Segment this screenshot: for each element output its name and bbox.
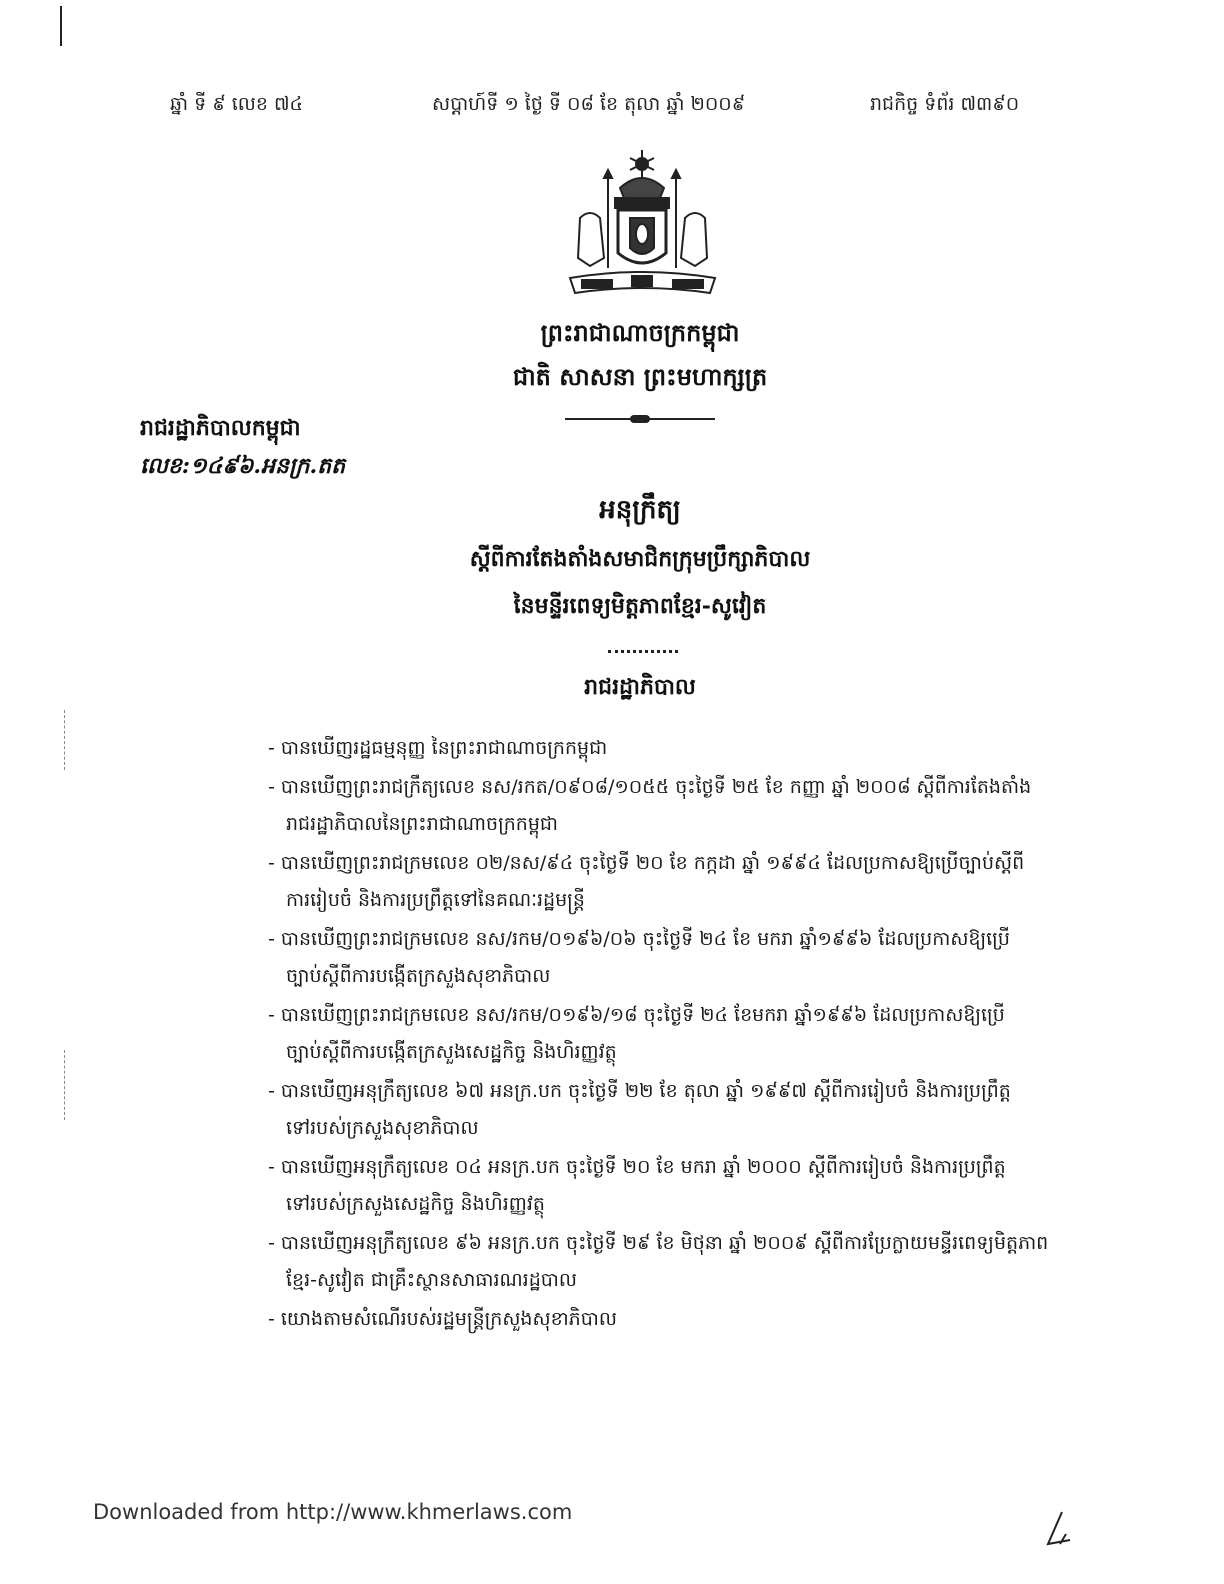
kingdom-name: ព្រះរាជាណាចក្រកម្ពុជា bbox=[540, 318, 740, 347]
gazette-header bbox=[170, 92, 1032, 118]
clause-line: - បានឃើញព្រះរាជក្រមលេខ ០២/នស/៩៤ ចុះថ្ងៃទី ២០ ខែ កក្កដា ឆ្នាំ ១៩៩៤ ដែលប្រកាសឱ្យប្រើច្បាប់ស្តីពី bbox=[268, 852, 1025, 874]
scan-margin-dashes bbox=[64, 1050, 65, 1120]
recital-clause bbox=[268, 921, 1068, 995]
clause-line: ទៅរបស់ក្រសួងសេដ្ឋកិច្ច និងហិរញ្ញវត្ថុ bbox=[286, 1193, 545, 1215]
clause-line: ច្បាប់ស្តីពីការបង្កើតក្រសួងសុខាភិបាល bbox=[286, 965, 551, 987]
clause-line: ខ្មែរ-សូវៀត ជាគ្រឹះស្ថានសាធារណរដ្ឋបាល bbox=[286, 1269, 577, 1291]
document-subject-line-2: នៃមន្ទីរពេទ្យមិត្តភាពខ្មែរ-សូវៀត bbox=[513, 593, 767, 619]
clause-line: - បានឃើញអនុក្រឹត្យលេខ ០៤ អនក្រ.បក ចុះថ្ងៃទី ២០ ខែ មករា ឆ្នាំ ២០០០ ស្តីពីការរៀបចំ និងការប្រព្រឹត្ត bbox=[268, 1156, 1006, 1178]
recital-clause bbox=[268, 997, 1068, 1071]
clause-line: - បានឃើញអនុក្រឹត្យលេខ ៩៦ អនក្រ.បក ចុះថ្ងៃទី ២៩ ខែ មិថុនា ឆ្នាំ ២០០៩ ស្តីពីការប្រែក្លាយមន្ទីរពេទ្យមិត្តភាព bbox=[268, 1232, 1049, 1254]
issuer-heading: រាជរដ្ឋាភិបាល bbox=[584, 674, 696, 700]
clause-line: - បានឃើញរដ្ឋធម្មនុញ្ញ នៃព្រះរាជាណាចក្រកម្ពុជា bbox=[268, 737, 608, 759]
clause-line: - បានឃើញព្រះរាជក្រឹត្យលេខ នស/រកត/០៩០៨/១០៥៥ ចុះថ្ងៃទី ២៥ ខែ កញ្ញា ឆ្នាំ ២០០៨ ស្តីពីការតែងតាំង bbox=[268, 776, 1032, 798]
recital-clause bbox=[268, 1225, 1068, 1299]
issuing-government: រាជរដ្ឋាភិបាលកម្ពុជា bbox=[140, 415, 301, 441]
clause-line: ការរៀបចំ និងការប្រព្រឹត្តទៅនៃគណៈរដ្ឋមន្ត្រី bbox=[286, 889, 585, 911]
margin-mark bbox=[60, 6, 62, 46]
recital-clauses bbox=[268, 730, 1068, 1340]
document-type-title: អនុក្រឹត្យ bbox=[599, 495, 681, 525]
small-divider bbox=[608, 650, 678, 656]
recital-clause bbox=[268, 730, 1068, 767]
download-source-text: Downloaded from http://www.khmerlaws.com bbox=[93, 1500, 573, 1524]
recital-clause bbox=[268, 845, 1068, 919]
ornamental-divider bbox=[565, 418, 715, 420]
gazette-date: សប្តាហ៍ទី ១ ថ្ងៃ ទី ០៨ ខែ តុលា ឆ្នាំ ២០០៩ bbox=[432, 93, 746, 115]
clause-line: - បានឃើញព្រះរាជក្រមលេខ នស/រកម/០១៩៦/១៨ ចុះថ្ងៃទី ២៤ ខែមករា ឆ្នាំ១៩៩៦ ដែលប្រកាសឱ្យប្រើ bbox=[268, 1004, 1005, 1026]
recital-clause bbox=[268, 1149, 1068, 1223]
clause-line: - បានឃើញអនុក្រឹត្យលេខ ៦៧ អនក្រ.បក ចុះថ្ងៃទី ២២ ខែ តុលា ឆ្នាំ ១៩៩៧ ស្តីពីការរៀបចំ និងការប្រព្រឹត្ត bbox=[268, 1080, 1011, 1102]
clause-line: ច្បាប់ស្តីពីការបង្កើតក្រសួងសេដ្ឋកិច្ច និងហិរញ្ញវត្ថុ bbox=[286, 1041, 617, 1063]
national-motto: ជាតិ សាសនា ព្រះមហាក្សត្រ bbox=[512, 362, 768, 391]
recital-clause bbox=[268, 769, 1068, 843]
clause-line: រាជរដ្ឋាភិបាលនៃព្រះរាជាណាចក្រកម្ពុជា bbox=[286, 813, 559, 835]
handwritten-initial-icon bbox=[1040, 1510, 1080, 1550]
clause-line: ទៅរបស់ក្រសួងសុខាភិបាល bbox=[286, 1117, 479, 1139]
decree-number: លេខ:១៤៩៦.អនក្រ.តត bbox=[140, 453, 346, 479]
royal-coat-of-arms-icon bbox=[560, 148, 725, 303]
recital-clause bbox=[268, 1073, 1068, 1147]
clause-line: - យោងតាមសំណើរបស់រដ្ឋមន្ត្រីក្រសួងសុខាភិបាល bbox=[268, 1308, 617, 1330]
gazette-issue: ឆ្នាំ ទី ៩ លេខ ៧៤ bbox=[170, 93, 303, 115]
clause-line: - បានឃើញព្រះរាជក្រមលេខ នស/រកម/០១៩៦/០៦ ចុះថ្ងៃទី ២៤ ខែ មករា ឆ្នាំ១៩៩៦ ដែលប្រកាសឱ្យប្រើ bbox=[268, 928, 1010, 950]
document-subject-line-1: ស្តីពីការតែងតាំងសមាជិកក្រុមប្រឹក្សាភិបាល bbox=[469, 546, 811, 572]
gazette-page: រាជកិច្ច ទំព័រ ៧៣៩០ bbox=[870, 93, 1020, 115]
scan-margin-dashes bbox=[64, 710, 65, 770]
recital-clause bbox=[268, 1301, 1068, 1338]
